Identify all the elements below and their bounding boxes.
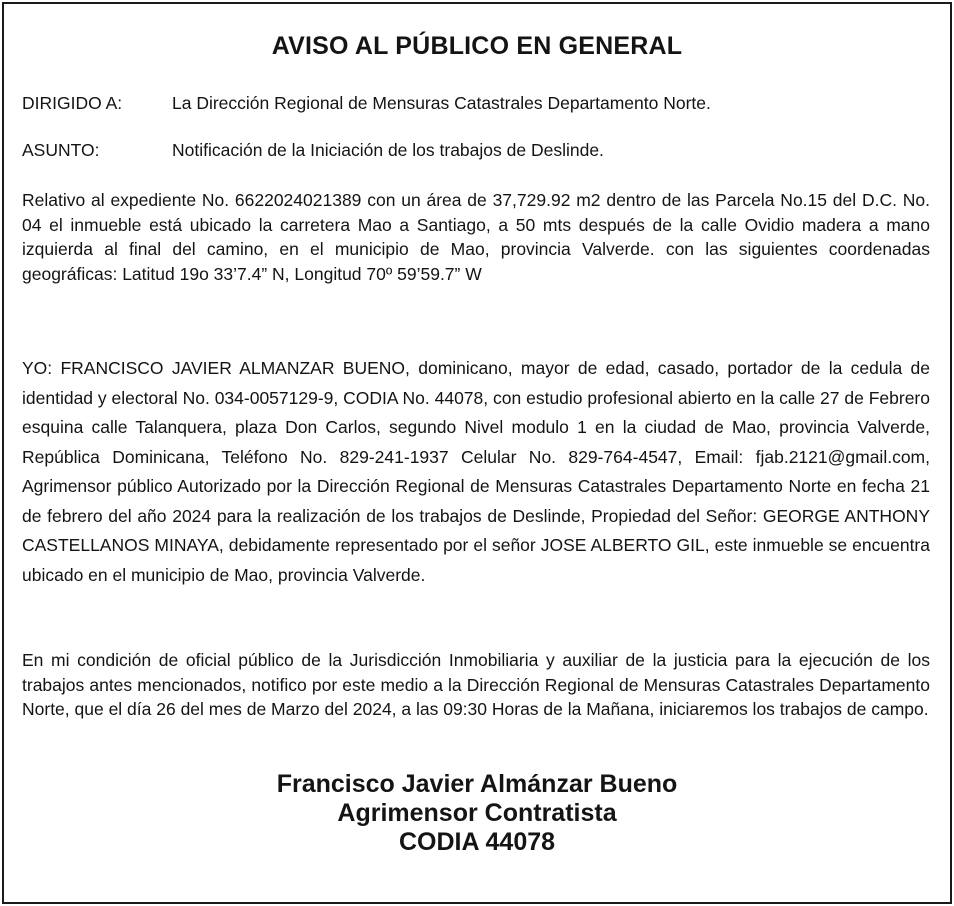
notice-title: AVISO AL PÚBLICO EN GENERAL (271, 32, 683, 60)
signer-name: Francisco Javier Almánzar Bueno (276, 770, 678, 798)
public-notice (2, 2, 952, 904)
notification-paragraph: En mi condición de oficial público de la Jurisdicción Inmobiliaria y auxiliar de la justicia para la ejecución de los trabajos antes mencionados, notifico por este medio a la Dirección Regional de Mensuras Catastrales Departamento Norte, que el día 26 del mes de Marzo del 2024, a las 09:30 Horas de la Mañana, iniciaremos los trabajos de campo. (22, 650, 930, 719)
signer-role: Agrimensor Contratista (337, 799, 617, 827)
property-paragraph: Relativo al expediente No. 6622024021389 con un área de 37,729.92 m2 dentro de las Parcela No.15 del D.C. No. 04 el inmueble está ubicado la carretera Mao a Santiago, a 50 mts después de la calle Ovidio madera a mano izquierda al final del camino, en el municipio de Mao, provincia Valverde. con las siguientes coordenadas geográficas: Latitud 19o 33’7.4” N, Longitud 70º 59’59.7” W (22, 190, 930, 284)
addressee-value: La Dirección Regional de Mensuras Catastrales Departamento Norte. (172, 93, 711, 113)
signer-codia: CODIA 44078 (398, 828, 556, 856)
subject-value: Notificación de la Iniciación de los trabajos de Deslinde. (172, 140, 604, 160)
addressee-label: DIRIGIDO A: (22, 93, 123, 113)
subject-label: ASUNTO: (22, 140, 100, 160)
signature-block (4, 770, 950, 857)
surveyor-paragraph: YO: FRANCISCO JAVIER ALMANZAR BUENO, dominicano, mayor de edad, casado, portador de la cedula de identidad y electoral No. 034-0057129-9, CODIA No. 44078, con estudio profesional abierto en la calle 27 de Febrero esquina calle Talanquera, plaza Don Carlos, segundo Nivel modulo 1 en la ciudad de Mao, provincia Valverde, República Dominicana, Teléfono No. 829-241-1937 Celular No. 829-764-4547, Email: fjab.2121@gmail.com, Agrimensor público Autorizado por la Dirección Regional de Mensuras Catastrales Departamento Norte en fecha 21 de febrero del año 2024 para la realización de los trabajos de Deslinde, Propiedad del Señor: GEORGE ANTHONY CASTELLANOS MINAYA, debidamente representado por el señor JOSE ALBERTO GIL, este inmueble se encuentra ubicado en el municipio de Mao, provincia Valverde. (22, 358, 930, 585)
